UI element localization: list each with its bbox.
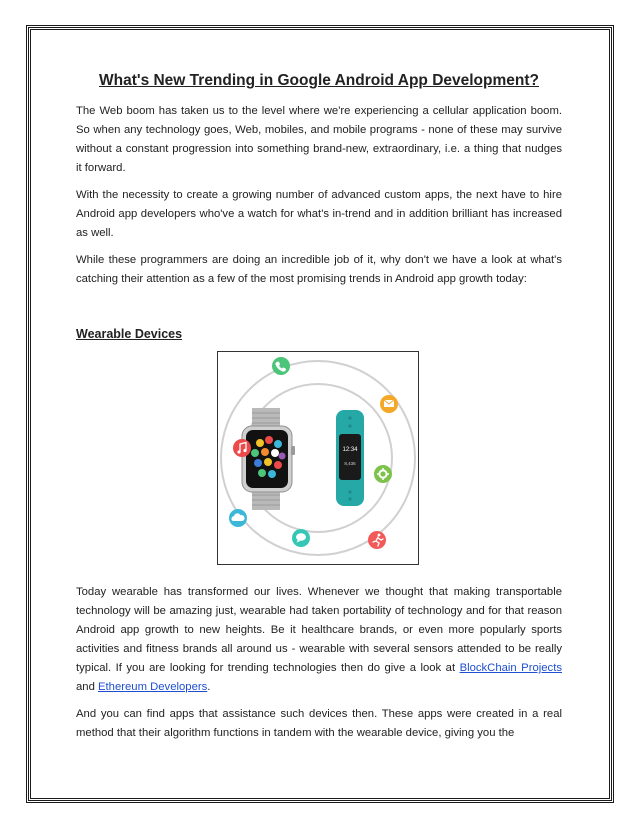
chat-icon	[292, 529, 310, 547]
blockchain-projects-link[interactable]: BlockChain Projects	[459, 662, 562, 674]
page-title: What's New Trending in Google Android App Development?	[99, 72, 539, 89]
paragraph-hire: With the necessity to create a growing number of advanced custom apps, the next have to hire Android app developers who've a watch for what's in-trend and in addition brilliant has increased as well.	[76, 189, 562, 239]
music-icon	[233, 439, 251, 457]
fitbit-time: 12:34	[342, 447, 358, 453]
fitness-tracker	[328, 408, 372, 508]
paragraph-wearable-joiner: and	[76, 681, 98, 693]
running-icon	[368, 531, 386, 549]
paragraph-trends: While these programmers are doing an incredible job of it, why don't we have a look at what's catching their attention as a few of the most promising trends in Android app growth today:	[76, 254, 562, 285]
smartwatch	[242, 408, 295, 510]
wearable-devices-figure	[217, 351, 419, 565]
document-body	[76, 72, 562, 751]
phone-icon	[272, 357, 290, 375]
wearable-illustration	[218, 352, 418, 564]
ethereum-developers-link[interactable]: Ethereum Developers	[98, 681, 208, 693]
section-heading-wearable: Wearable Devices	[76, 327, 183, 341]
fitbit-steps: 8,436	[344, 461, 356, 466]
settings-icon	[374, 465, 392, 483]
paragraph-apps: And you can find apps that assistance such devices then. These apps were created in a real method that their algorithm functions in tandem with the wearable device, giving you the	[76, 708, 562, 739]
mail-icon	[380, 395, 398, 413]
paragraph-wearable	[76, 583, 562, 697]
paragraph-wearable-end: .	[207, 681, 211, 693]
paragraph-intro: The Web boom has taken us to the level where we're experiencing a cellular application boom. So when any technology goes, Web, mobiles, and mobile programs - none of these may survive without a constant progression into something brand-new, extraordinary, i.e. a thing that nudges it forward.	[76, 105, 562, 174]
paragraph-wearable-text: Today wearable has transformed our lives. Whenever we thought that making transportable technology will be amazing just, wearable had taken portability of technology and for that reason Android app growth to new heights. Be it healthcare brands, or even more popularly sports activities and fitness brands all around us - wearable with several sensors attended to be really typical. If you are looking for trending technologies then do give a look at	[76, 586, 562, 674]
cloud-icon	[229, 509, 247, 527]
